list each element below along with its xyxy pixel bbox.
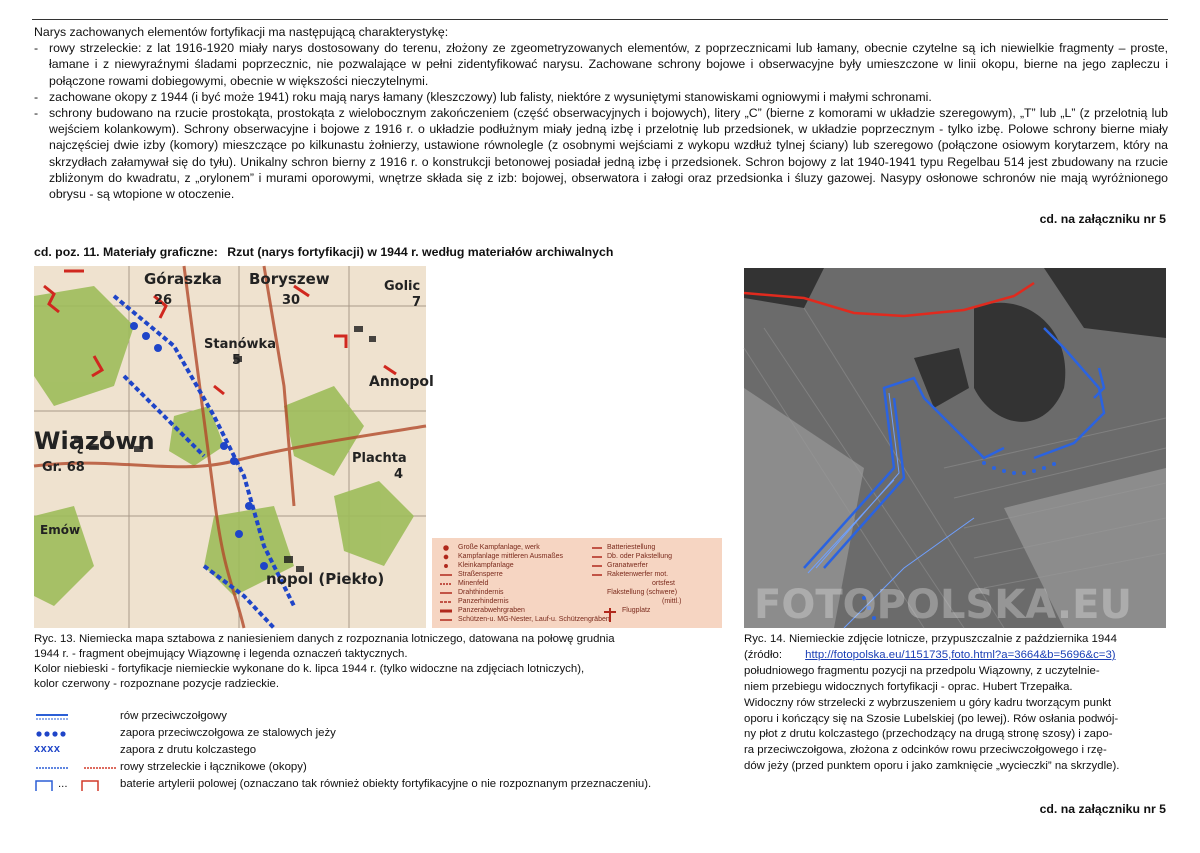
map-legend-image bbox=[432, 538, 722, 628]
map-legend-entry: Panzerabwehrgraben bbox=[458, 607, 525, 614]
map-legend-entry: Schützen-u. MG-Nester, Lauf-u. Schützengräben bbox=[458, 616, 610, 623]
intro-bullets bbox=[34, 40, 1168, 202]
aerial-photo-image bbox=[744, 268, 1166, 628]
top-rule bbox=[32, 19, 1168, 20]
caption14-line: dów jeży (przed punktem oporu i jako zamknięcie „wycieczki” na skrzydle). bbox=[744, 760, 1120, 773]
map-label-stanowka: Stanówka bbox=[204, 337, 276, 352]
map-label-5: 5 bbox=[232, 353, 242, 368]
photo-watermark: FOTOPOLSKA.EU bbox=[754, 582, 1132, 628]
map-legend-entry: Kleinkampfanlage bbox=[458, 562, 514, 569]
map-label-4: 4 bbox=[394, 467, 404, 482]
map-legend-entry: Drahthindernis bbox=[458, 589, 504, 596]
section-heading-title: Rzut (narys fortyfikacji) w 1944 r. według materiałów archiwalnych bbox=[227, 245, 614, 259]
hedgehog-dots-symbol bbox=[34, 726, 104, 743]
caption14-line: Widoczny rów strzelecki z wybrzuszeniem u góry kadru tworzącym punkt bbox=[744, 696, 1112, 709]
legend-antitank-ditch bbox=[34, 709, 734, 726]
caption14-line: Ryc. 14. Niemieckie zdjęcie lotnicze, przypuszczalnie z października 1944 bbox=[744, 633, 1117, 645]
source-link[interactable]: http://fotopolska.eu/1151735,foto.html?a=3664&b=5696&c=3) bbox=[805, 648, 1116, 661]
intro-text bbox=[34, 24, 1168, 202]
map-legend-entry: Flakstellung (schwere) bbox=[607, 589, 678, 596]
fortification-legend bbox=[34, 709, 734, 794]
map-legend-entry: Kampfanlage mittleren Ausmaßes bbox=[458, 553, 564, 560]
map-legend-entry: Granatwerfer bbox=[607, 562, 648, 569]
map-label-golic: Golic bbox=[384, 279, 421, 294]
bullet-shelters: - schrony budowano na rzucie prostokąta, prostokąta z wielobocznym zakończeniem (część obserwacyjnych i bojowych), litery „C” (bierne z komorami w układzie szeregowym), „T” lub „L” (z przelotnią lub wejściem kolankowym). Schrony obserwacyjne i bojowe z 1916 r. o układzie podłużnym miały jedną izbę i przelotnię lub przedsionek, w układzie poprzecznym - tylko izbę. Polowe schrony bierne miały najczęściej dwie izby (komory) mieszczące po kilkunastu żołnierzy, ustawione równolegle (z osobnymi wejściami z wykopu wzdłuż tylnej ściany) lub szeregowo (połączone osiowym korytarzem, który na skrzydłach załamywał się do tyłu). Unikalny schron bierny z 1916 r. o konstrukcji betonowej posiadał jedną izbę i przedsionek. Schron bojowy z lat 1940-1941 typu Regelbau 514 jest zbudowany na rzucie zbliżonym do kwadratu, z „orylonem” i murami oporowymi, wnętrze składa się z izb: bojowej, obserwatora i załogi oraz przedsionka i śluzy gazowej. Nasypy osłonowe schronów nie mają wyróżnionego obrysu - są wtopione w otoczenie. bbox=[34, 105, 1168, 202]
bullet-1944-trenches: - zachowane okopy z 1944 (i być może 1941) roku mają narys łamany (kleszczowy) lub falisty, niektóre z wysuniętymi stanowiskami ogniowymi i małymi schronami. bbox=[34, 89, 1168, 105]
caption14-line: oporu i kończący się na Szosie Lubelskiej (po lewej). Rów osłania podwój- bbox=[744, 712, 1119, 725]
legend-label: zapora z drutu kolczastego bbox=[120, 744, 257, 756]
section-heading-position: cd. poz. 11. Materiały graficzne: bbox=[34, 245, 218, 259]
continued-note-top: cd. na załączniku nr 5 bbox=[1039, 212, 1166, 226]
legend-label: rowy strzeleckie i łącznikowe (okopy) bbox=[120, 761, 307, 773]
map-legend-entry: Minenfeld bbox=[458, 580, 489, 587]
legend-label: baterie artylerii polowej (oznaczano tak również obiekty fortyfikacyjne o nie rozpoznanym przeznaczeniu). bbox=[120, 778, 652, 790]
map-label-gr68: Gr. 68 bbox=[42, 460, 85, 475]
caption-figure-14 bbox=[744, 632, 1168, 775]
caption14-source bbox=[744, 648, 1168, 664]
continued-note-bottom: cd. na załączniku nr 5 bbox=[1039, 802, 1166, 816]
legend-label: zapora przeciwczołgowa ze stalowych jeży bbox=[120, 727, 336, 739]
caption13-line: Ryc. 13. Niemiecka mapa sztabowa z naniesieniem danych z rozpoznania lotniczego, datowana na połowę grudnia bbox=[34, 633, 615, 645]
map-legend-entry: Flugplatz bbox=[622, 607, 651, 614]
map-legend-entry: Große Kampfanlage, werk bbox=[458, 544, 540, 551]
caption13-line: Kolor niebieski - fortyfikacje niemieckie wykonane do k. lipca 1944 r. (tylko widoczne na zdjęciach lotniczych), bbox=[34, 663, 585, 675]
caption14-line: ny płot z drutu kolczastego (przechodzący na drugą stronę szosy) i zapo- bbox=[744, 728, 1113, 741]
caption14-line: niem przebiegu widocznych fortyfikacji - oprac. Hubert Trzepałka. bbox=[744, 680, 1073, 693]
legend-label: rów przeciwczołgowy bbox=[120, 710, 227, 722]
caption-figure-13 bbox=[34, 632, 714, 692]
map-legend-entry: Straßensperre bbox=[458, 571, 503, 578]
map-label-wiazowna: Wiązown bbox=[34, 427, 155, 455]
trench-lines-symbol bbox=[34, 760, 120, 777]
staff-map-drawing bbox=[34, 266, 434, 628]
legend-hedgehog-barrier bbox=[34, 726, 734, 743]
map-legend-symbols bbox=[432, 538, 722, 628]
legend-barbed-wire bbox=[34, 743, 734, 760]
aerial-photo-drawing bbox=[744, 268, 1166, 628]
map-label-boryszew: Boryszew bbox=[249, 270, 330, 288]
section-heading bbox=[34, 245, 613, 259]
map-label-plachta: Plachta bbox=[352, 451, 407, 466]
map-label-7: 7 bbox=[412, 295, 422, 310]
intro-lead: Narys zachowanych elementów fortyfikacji ma następującą charakterystykę: bbox=[34, 25, 449, 39]
caption14-line: ra przeciwczołgowa, złożona z odcinków rowu przeciwczołgowego i rzę- bbox=[744, 744, 1107, 757]
map-label-annopol: Annopol bbox=[369, 374, 434, 390]
map-legend-entry: Db. oder Pakstellung bbox=[607, 553, 672, 560]
legend-artillery bbox=[34, 777, 734, 794]
caption14-source-label: (źródło: bbox=[744, 648, 782, 661]
antitank-ditch-symbol bbox=[34, 709, 104, 726]
map-legend-entry: Panzerhindernis bbox=[458, 598, 509, 605]
staff-map-image bbox=[34, 266, 434, 628]
artillery-dots: ... bbox=[58, 778, 68, 790]
map-legend-entry: Raketenwerfer mot. bbox=[607, 571, 669, 578]
map-label-annopol-pieklo: nopol (Piekło) bbox=[266, 570, 385, 588]
artillery-battery-symbol bbox=[34, 777, 120, 794]
barbed-wire-symbol: xxxx bbox=[34, 743, 61, 755]
map-label-goraszka: Góraszka bbox=[144, 270, 222, 288]
map-legend-entry: Batteriestellung bbox=[607, 544, 656, 551]
map-legend-entry: (mittl.) bbox=[662, 598, 682, 605]
bullet-trenches: - rowy strzeleckie: z lat 1916-1920 miały narys dostosowany do terenu, złożony ze zgeometryzowanych elementów, z poprzecznicami lub łamany, obecnie czytelne są ich niewielkie fragmenty – proste, łamane i z niewyraźnymi śladami poprzecznic, nie pozwalające w pełni zidentyfikować narysu. Zachowane schrony bojowe i obserwacyjne były umieszczone w linii okopu, bierne na jego zapleczu i połączone rowami dobiegowymi, obecnie w większości nieczytelnymi. bbox=[34, 40, 1168, 89]
caption13-line: 1944 r. - fragment obejmujący Wiązownę i legenda oznaczeń taktycznych. bbox=[34, 648, 408, 660]
legend-trenches bbox=[34, 760, 734, 777]
map-legend-entry: ortsfest bbox=[652, 580, 675, 587]
caption13-line: kolor czerwony - rozpoznane pozycje radzieckie. bbox=[34, 678, 280, 690]
map-label-26: 26 bbox=[154, 293, 173, 308]
caption14-line: południowego fragmentu pozycji na przedpolu Wiązowny, z uczytelnie- bbox=[744, 664, 1100, 677]
map-label-30: 30 bbox=[282, 293, 301, 308]
map-label-emow: Emów bbox=[40, 523, 81, 537]
